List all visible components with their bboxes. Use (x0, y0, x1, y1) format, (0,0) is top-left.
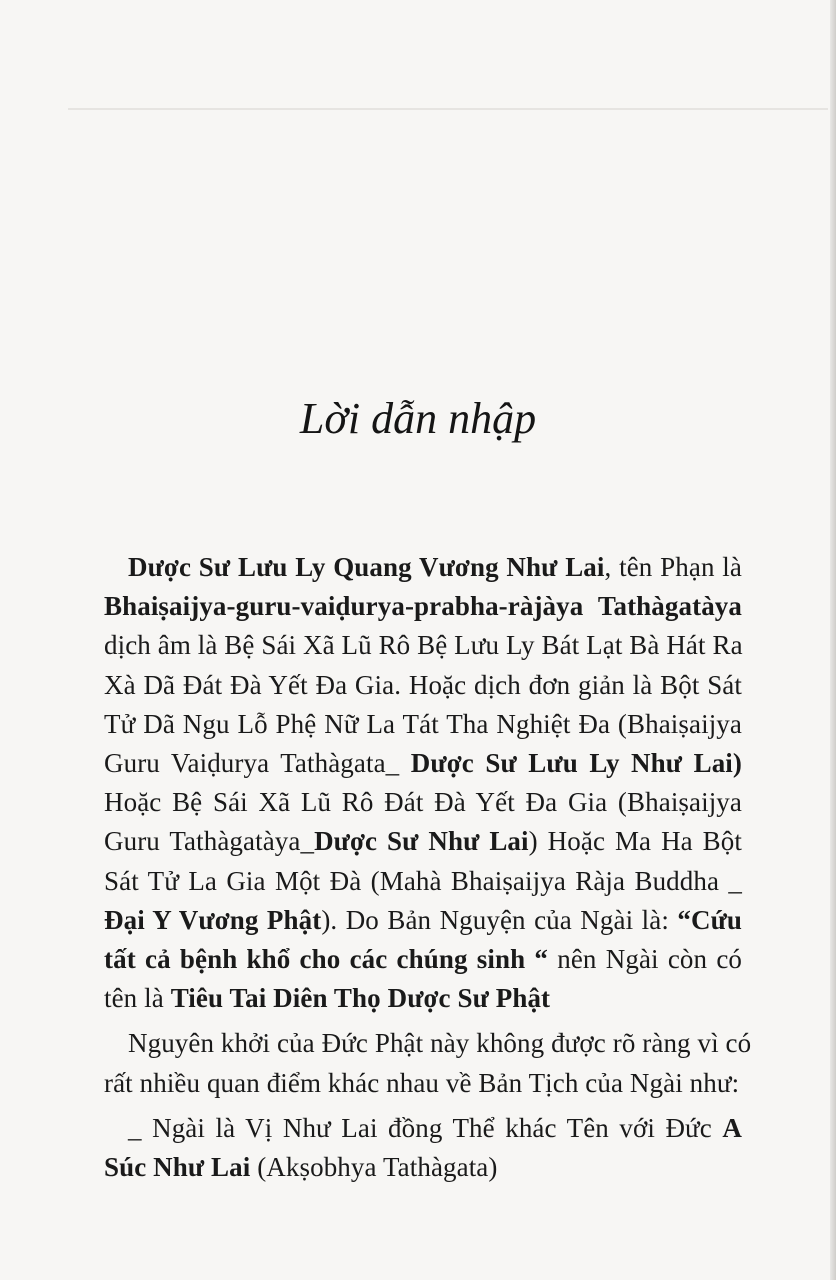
text-line: Bhaiṣaijya-guru-vaiḍurya-prabha-ràjàya Tathàgatàya (104, 591, 742, 622)
text-line: Tử Dã Ngu Lỗ Phệ Nữ La Tát Tha Nghiệt Đa (Bhaiṣaijya (104, 708, 742, 739)
text-line: tên là Tiêu Tai Diên Thọ Dược Sư Phật (104, 983, 551, 1014)
text-line: Guru Tathàgatàya_Dược Sư Như Lai) Hoặc Ma Ha Bột (104, 826, 742, 857)
text-line: Súc Như Lai (Akṣobhya Tathàgata) (104, 1152, 498, 1183)
text-line: tất cả bệnh khổ cho các chúng sinh “ nên Ngài còn có (104, 944, 743, 975)
text-line: _ Ngài là Vị Như Lai đồng Thể khác Tên với Đức A (128, 1112, 742, 1143)
text-line: Hoặc Bệ Sái Xã Lũ Rô Đát Đà Yết Đa Gia (Bhaiṣaijya (104, 787, 742, 818)
page-edge (830, 0, 836, 1280)
chapter-title: Lời dẫn nhập (299, 394, 537, 443)
text-line: Xà Dã Đát Đà Yết Đa Gia. Hoặc dịch đơn giản là Bột Sát (104, 669, 742, 700)
text-line: Sát Tử La Gia Một Đà (Mahà Bhaiṣaijya Ràja Buddha _ (104, 865, 742, 896)
bleed-through-rule (68, 108, 828, 110)
text-line: Nguyên khởi của Đức Phật này không được rõ ràng vì có (128, 1028, 752, 1059)
text-line: rất nhiều quan điểm khác nhau về Bản Tịch của Ngài như: (104, 1067, 740, 1098)
text-line: Dược Sư Lưu Ly Quang Vương Như Lai, tên Phạn là (128, 552, 742, 582)
text-line: dịch âm là Bệ Sái Xã Lũ Rô Bệ Lưu Ly Bát Lạt Bà Hát Ra (104, 630, 743, 661)
text-line: Guru Vaiḍurya Tathàgata_ Dược Sư Lưu Ly Như Lai) (104, 748, 742, 779)
text-line: Đại Y Vương Phật). Do Bản Nguyện của Ngài là: “Cứu (104, 904, 742, 935)
body-text (104, 548, 752, 1187)
